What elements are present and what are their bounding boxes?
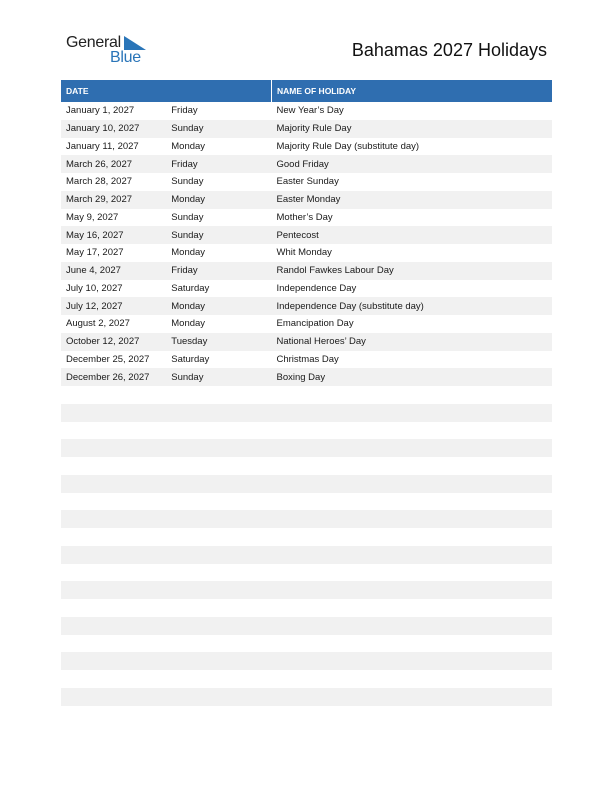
empty-row <box>61 404 552 422</box>
holiday-name: Mother’s Day <box>272 209 553 227</box>
table-row <box>61 280 552 298</box>
table-row <box>61 191 552 209</box>
empty-row <box>61 439 552 457</box>
empty-cell <box>166 457 271 475</box>
empty-cell <box>166 670 271 688</box>
logo-text-blue: Blue <box>110 49 141 66</box>
empty-cell <box>166 528 271 546</box>
holiday-weekday: Friday <box>166 262 271 280</box>
holiday-name: Majority Rule Day (substitute day) <box>272 138 553 156</box>
empty-row <box>61 528 552 546</box>
holiday-weekday: Monday <box>166 191 271 209</box>
holiday-date: December 25, 2027 <box>61 351 166 369</box>
table-row <box>61 244 552 262</box>
empty-cell <box>272 457 553 475</box>
empty-cell <box>272 688 553 706</box>
empty-row <box>61 706 552 724</box>
holiday-date: March 29, 2027 <box>61 191 166 209</box>
empty-cell <box>61 386 166 404</box>
empty-cell <box>166 688 271 706</box>
holiday-weekday: Monday <box>166 138 271 156</box>
table-row <box>61 351 552 369</box>
empty-cell <box>272 439 553 457</box>
holiday-weekday: Monday <box>166 315 271 333</box>
holiday-weekday: Sunday <box>166 226 271 244</box>
empty-cell <box>272 546 553 564</box>
empty-cell <box>166 422 271 440</box>
empty-row <box>61 635 552 653</box>
empty-cell <box>61 635 166 653</box>
empty-cell <box>61 617 166 635</box>
holiday-weekday: Tuesday <box>166 333 271 351</box>
empty-cell <box>61 688 166 706</box>
holiday-name: Pentecost <box>272 226 553 244</box>
empty-cell <box>166 439 271 457</box>
holiday-date: March 26, 2027 <box>61 155 166 173</box>
holiday-name: Independence Day (substitute day) <box>272 297 553 315</box>
empty-row <box>61 493 552 511</box>
empty-cell <box>272 493 553 511</box>
holiday-weekday: Monday <box>166 244 271 262</box>
holiday-name: Randol Fawkes Labour Day <box>272 262 553 280</box>
table-body <box>61 102 552 723</box>
holiday-date: August 2, 2027 <box>61 315 166 333</box>
holiday-name: Easter Sunday <box>272 173 553 191</box>
holiday-date: June 4, 2027 <box>61 262 166 280</box>
empty-row <box>61 475 552 493</box>
holiday-weekday: Sunday <box>166 173 271 191</box>
empty-cell <box>166 404 271 422</box>
empty-cell <box>166 581 271 599</box>
empty-cell <box>166 635 271 653</box>
empty-cell <box>166 652 271 670</box>
table-row <box>61 297 552 315</box>
holiday-weekday: Sunday <box>166 209 271 227</box>
empty-cell <box>272 581 553 599</box>
empty-row <box>61 688 552 706</box>
holiday-weekday: Saturday <box>166 280 271 298</box>
empty-cell <box>61 439 166 457</box>
empty-cell <box>61 404 166 422</box>
holiday-date: July 12, 2027 <box>61 297 166 315</box>
empty-cell <box>61 457 166 475</box>
empty-cell <box>166 493 271 511</box>
holiday-weekday: Sunday <box>166 368 271 386</box>
header-date: DATE <box>61 80 272 102</box>
empty-cell <box>272 617 553 635</box>
empty-row <box>61 386 552 404</box>
empty-cell <box>272 599 553 617</box>
empty-row <box>61 457 552 475</box>
holiday-name: National Heroes’ Day <box>272 333 553 351</box>
holiday-date: May 16, 2027 <box>61 226 166 244</box>
empty-cell <box>61 652 166 670</box>
holiday-weekday: Monday <box>166 297 271 315</box>
empty-row <box>61 564 552 582</box>
table-row <box>61 120 552 138</box>
table-row <box>61 315 552 333</box>
holiday-weekday: Friday <box>166 155 271 173</box>
holiday-name: Christmas Day <box>272 351 553 369</box>
table-row <box>61 173 552 191</box>
holiday-date: October 12, 2027 <box>61 333 166 351</box>
empty-cell <box>61 599 166 617</box>
empty-cell <box>61 422 166 440</box>
empty-cell <box>166 475 271 493</box>
empty-cell <box>272 404 553 422</box>
empty-cell <box>61 528 166 546</box>
holiday-date: March 28, 2027 <box>61 173 166 191</box>
logo-triangle-icon <box>124 36 146 50</box>
table-row <box>61 333 552 351</box>
page-title: Bahamas 2027 Holidays <box>351 40 547 60</box>
table-row <box>61 209 552 227</box>
empty-cell <box>61 493 166 511</box>
holiday-name: Easter Monday <box>272 191 553 209</box>
table-row <box>61 155 552 173</box>
holiday-date: January 11, 2027 <box>61 138 166 156</box>
empty-cell <box>272 528 553 546</box>
empty-cell <box>272 706 553 724</box>
empty-cell <box>272 386 553 404</box>
empty-cell <box>272 670 553 688</box>
empty-cell <box>61 670 166 688</box>
empty-cell <box>272 564 553 582</box>
empty-cell <box>166 546 271 564</box>
empty-cell <box>272 635 553 653</box>
empty-cell <box>166 599 271 617</box>
holiday-name: New Year’s Day <box>272 102 553 120</box>
empty-cell <box>272 510 553 528</box>
empty-cell <box>272 475 553 493</box>
table-header-row <box>61 80 552 102</box>
empty-cell <box>166 706 271 724</box>
holiday-weekday: Saturday <box>166 351 271 369</box>
empty-cell <box>166 510 271 528</box>
empty-row <box>61 599 552 617</box>
holiday-date: January 1, 2027 <box>61 102 166 120</box>
holiday-name: Good Friday <box>272 155 553 173</box>
empty-row <box>61 581 552 599</box>
holiday-date: December 26, 2027 <box>61 368 166 386</box>
empty-cell <box>166 386 271 404</box>
table-row <box>61 262 552 280</box>
holiday-name: Majority Rule Day <box>272 120 553 138</box>
table-row <box>61 138 552 156</box>
empty-row <box>61 652 552 670</box>
holiday-name: Boxing Day <box>272 368 553 386</box>
empty-cell <box>272 652 553 670</box>
empty-cell <box>61 581 166 599</box>
holiday-date: May 17, 2027 <box>61 244 166 262</box>
holiday-weekday: Friday <box>166 102 271 120</box>
holiday-name: Independence Day <box>272 280 553 298</box>
empty-cell <box>61 564 166 582</box>
empty-cell <box>272 422 553 440</box>
header-holiday-name: NAME OF HOLIDAY <box>272 80 553 102</box>
table-row <box>61 226 552 244</box>
empty-cell <box>166 564 271 582</box>
empty-cell <box>61 706 166 724</box>
holiday-name: Emancipation Day <box>272 315 553 333</box>
empty-cell <box>61 510 166 528</box>
holiday-date: July 10, 2027 <box>61 280 166 298</box>
holiday-date: May 9, 2027 <box>61 209 166 227</box>
empty-cell <box>61 475 166 493</box>
empty-cell <box>61 546 166 564</box>
empty-row <box>61 670 552 688</box>
empty-row <box>61 422 552 440</box>
holiday-table <box>61 80 552 723</box>
empty-row <box>61 546 552 564</box>
table-row <box>61 102 552 120</box>
logo-text-general: General <box>66 34 121 51</box>
empty-row <box>61 617 552 635</box>
holiday-date: January 10, 2027 <box>61 120 166 138</box>
empty-cell <box>166 617 271 635</box>
holiday-name: Whit Monday <box>272 244 553 262</box>
empty-row <box>61 510 552 528</box>
logo <box>66 34 156 68</box>
holiday-weekday: Sunday <box>166 120 271 138</box>
table-row <box>61 368 552 386</box>
